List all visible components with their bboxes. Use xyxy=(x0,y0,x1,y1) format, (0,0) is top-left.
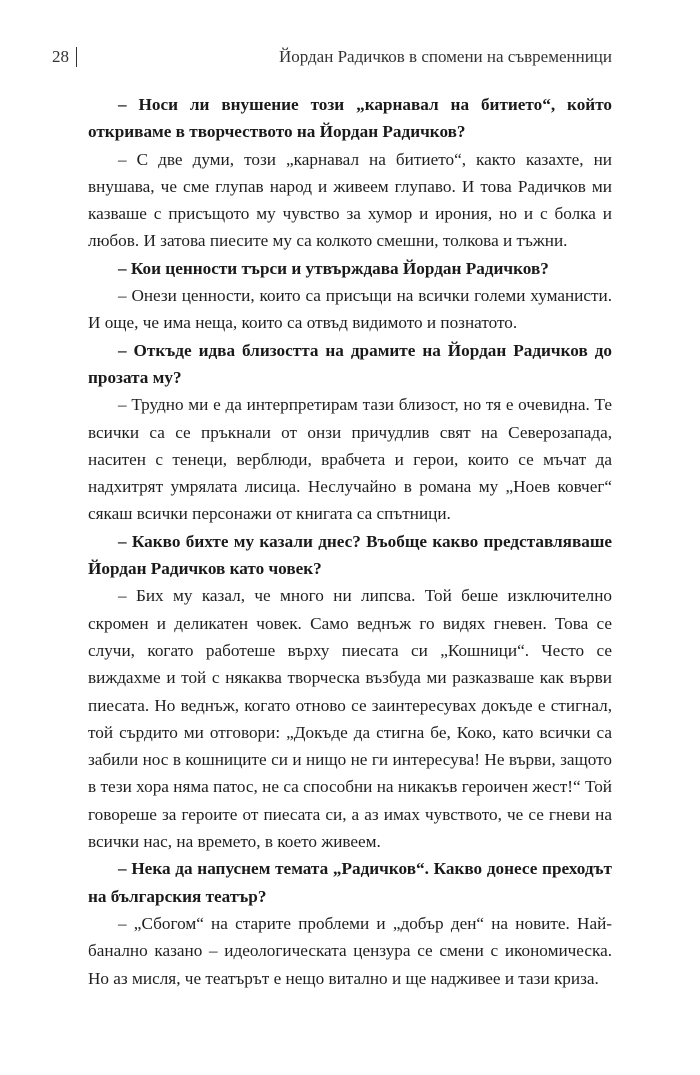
answer-paragraph: – Трудно ми е да интерпретирам тази близост, но тя е очевидна. Те всички са се пръкнали от онзи причудлив свят на Северозапада, наситен с тенеци, верблюди, врабчета и герои, които се мъчат да надхитрят умрялата лисица. Неслучайно в романа му „Ноев ковчег“ сякаш всички персонажи от книгата са спътници. xyxy=(88,395,612,524)
question-paragraph: – Какво бихте му казали днес? Въобще какво представляваше Йордан Радичков като човек? xyxy=(88,531,612,579)
answer-paragraph: – „Сбогом“ на старите проблеми и „добър ден“ на новите. Най-банално казано – идеологическата цензура се смени с икономическа. Но аз мисля, че театърът е нещо витално и ще надживее и тази криза. xyxy=(88,913,612,988)
header-divider xyxy=(76,47,77,67)
page-number: 28 xyxy=(52,47,69,66)
page-number-group xyxy=(52,47,77,67)
answer-paragraph: – Онези ценности, които са присъщи на всички големи хуманисти. И още, че има неща, които са отвъд видимото и познатото. xyxy=(88,286,612,333)
question-paragraph: – Нека да напуснем темата „Радичков“. Какво донесе преходът на българския театър? xyxy=(88,859,612,906)
interview-text xyxy=(88,91,612,992)
question-paragraph: – Кои ценности търси и утвърждава Йордан Радичков? xyxy=(118,258,549,278)
answer-paragraph: – С две думи, този „карнавал на битието“, както казахте, ни внушава, че сме глупав народ и живеем глупаво. И това Радичков ми казваше с присъщото му чувство за хумор и ирония, но и с болка и любов. И затова пиесите му са колкото смешни, толкова и тъжни. xyxy=(88,149,612,251)
question-paragraph: – Носи ли внушение този „карнавал на битието“, който откриваме в творчеството на Йордан Радичков? xyxy=(88,95,612,142)
book-title: Йордан Радичков в спомени на съвременници xyxy=(278,47,612,66)
question-paragraph: – Откъде идва близостта на драмите на Йордан Радичков до прозата му? xyxy=(88,340,612,387)
answer-paragraph: – Бих му казал, че много ни липсва. Той беше изключително скромен и деликатен човек. Само веднъж го видях гневен. Това се случи, когато работеше върху пиесата си „Кошници“. Често се виждахме и той с някаква творческа възбуда ми разказваше как върви пиесата. Но веднъж, когато отново се заинтересувах докъде е стигнал, той сърдито ми отговори: „Докъде да стигна бе, Коко, като всички са забили нос в кошниците си и нищо не ги интересува! Не върви, защото в тези хора няма патос, не са способни на никакъв героичен жест!“ Той говореше за героите от пиесата си, а аз имах чувството, че се гневи на всички нас, на времето, в което живеем. xyxy=(88,586,612,852)
running-header xyxy=(52,44,612,70)
